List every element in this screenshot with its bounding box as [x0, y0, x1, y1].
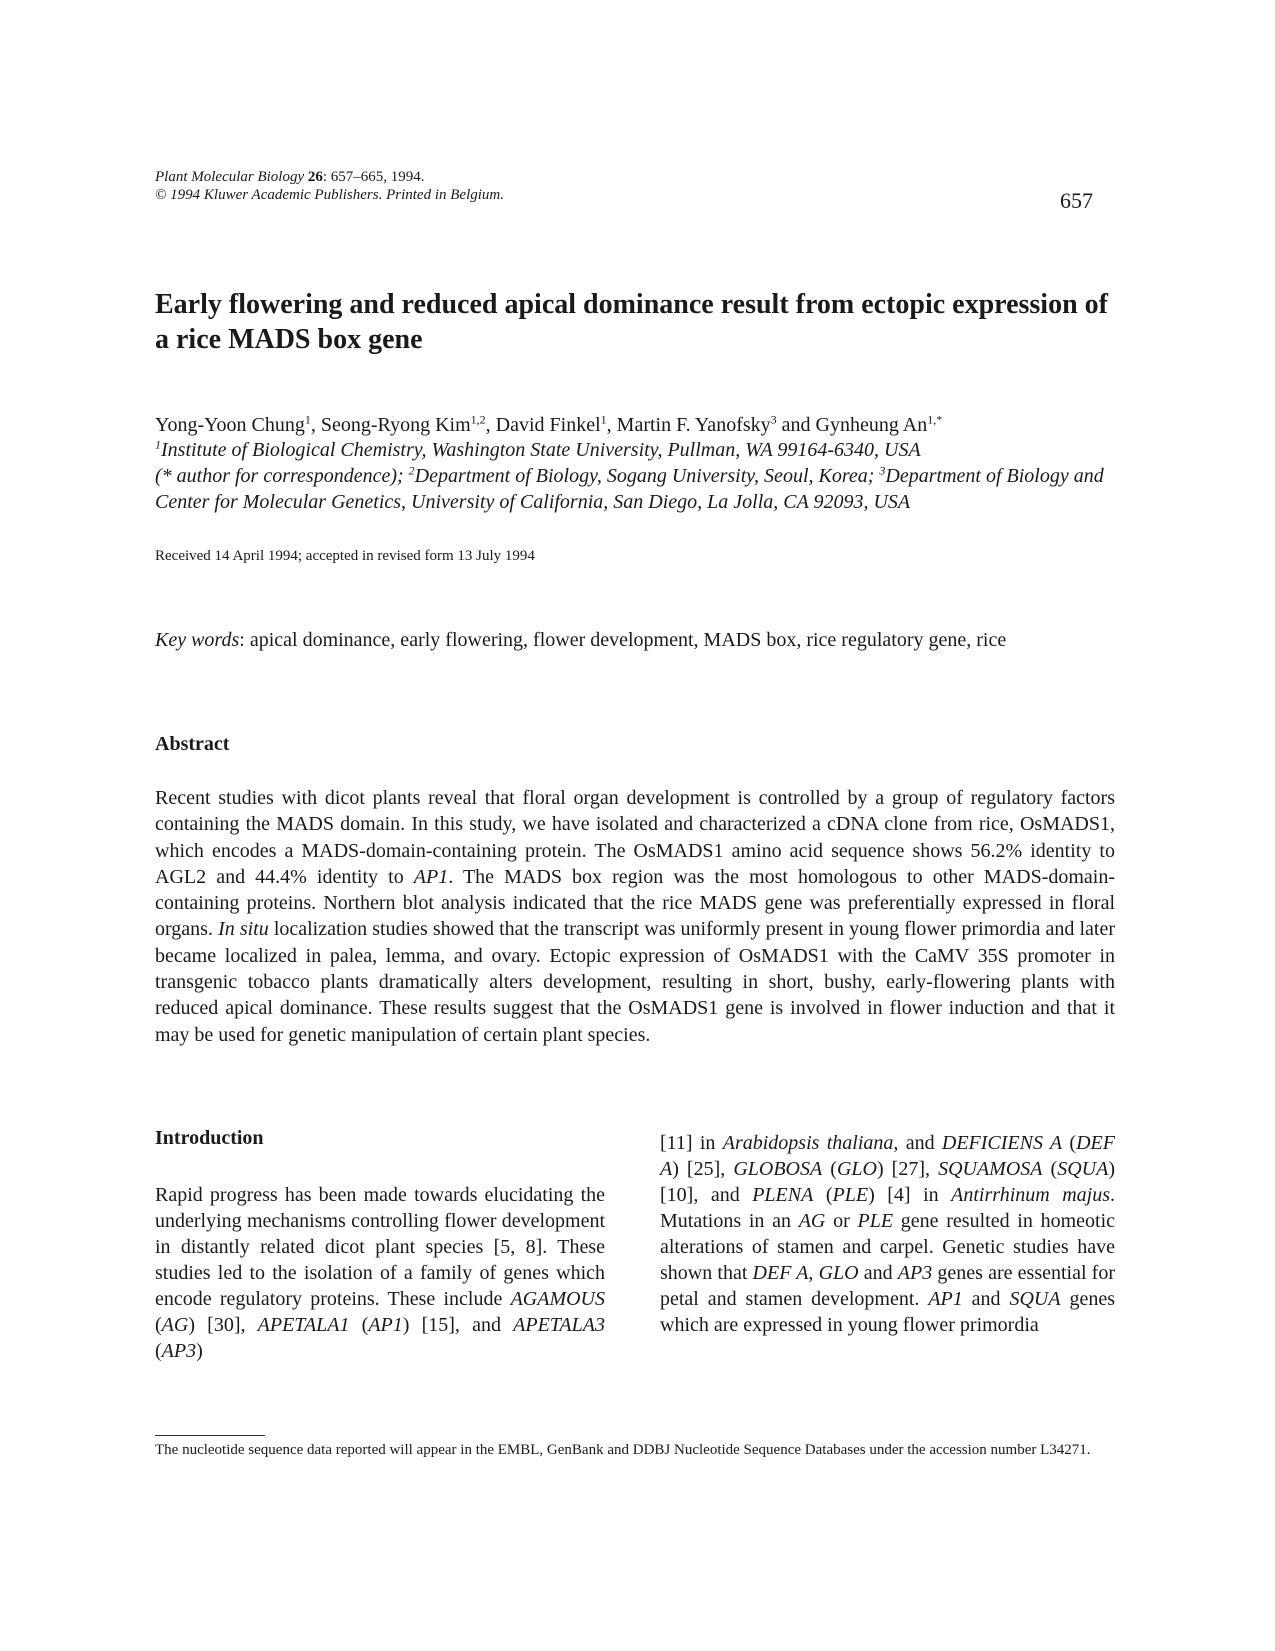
- gene-name: GLO: [836, 1158, 877, 1180]
- author-affiliation-mark: 1: [600, 412, 607, 427]
- author-name: David Finkel: [495, 414, 601, 436]
- abstract-text: . The MADS box region was the most homologous to other MADS-domain-containing proteins. Northern blot analysis indicated that the rice MADS gene was preferentially expressed in floral organs.: [155, 865, 1116, 941]
- author-separator: and: [776, 414, 816, 436]
- journal-volume: 26: [307, 169, 323, 185]
- gene-name: APETALA3: [513, 1314, 605, 1336]
- author-separator: ,: [485, 414, 496, 436]
- gene-name: SQUA: [1009, 1288, 1061, 1310]
- gene-name: SQUA: [1057, 1158, 1109, 1180]
- author-separator: ,: [310, 414, 321, 436]
- gene-name: AP3: [161, 1340, 197, 1362]
- gene-name: APETALA1: [257, 1314, 350, 1336]
- body-text: ) [25],: [672, 1158, 734, 1180]
- gene-name: AGAMOUS: [510, 1288, 605, 1310]
- gene-name: DEF A: [660, 1132, 1115, 1180]
- species-name: Antirrhinum majus: [951, 1184, 1110, 1206]
- body-text: (: [813, 1184, 833, 1206]
- body-text: Rapid progress has been made towards elucidating the underlying mechanisms controlling flower development in distantly related dicot plant species [5, 8]. These studies led to the isolation of a family of genes which encode regulatory proteins. These include: [155, 1184, 605, 1310]
- body-text: , and: [893, 1132, 942, 1154]
- affiliation-1: Institute of Biological Chemistry, Washington State University, Pullman, WA 99164-6340, USA: [161, 439, 921, 461]
- gene-name: PLENA: [752, 1184, 814, 1206]
- abstract-body: [155, 785, 1115, 1048]
- author-separator: ,: [606, 414, 617, 436]
- body-text: ) [30],: [188, 1314, 258, 1336]
- body-text: gene resulted in homeotic alterations of stamen and carpel. Genetic studies have shown that: [660, 1210, 1115, 1284]
- gene-name: AG: [161, 1314, 189, 1336]
- gene-name: GLOBOSA: [733, 1158, 823, 1180]
- author-name: Yong-Yoon Chung: [155, 414, 305, 436]
- journal-pages-year: : 657–665, 1994.: [322, 169, 425, 185]
- body-text: ) [4] in: [868, 1184, 952, 1206]
- author-name: Seong-Ryong Kim: [320, 414, 471, 436]
- abstract-text: localization studies showed that the transcript was uniformly present in young flower primordia and later became localized in palea, lemma, and ovary. Ectopic expression of OsMADS1 with the CaMV 35S promoter in transgenic tobacco plants dramatically alters development, resulting in short, bushy, early-flowering plants with reduced apical dominance. These results suggest that the OsMADS1 gene is involved in flower induction and that it may be used for genetic manipulation of certain plant species.: [155, 918, 1115, 1046]
- introduction-heading: Introduction: [155, 1127, 264, 1149]
- journal-name: Plant Molecular Biology: [155, 169, 305, 185]
- affiliation-mark: 2: [408, 463, 415, 478]
- paper-title: Early flowering and reduced apical dominance result from ectopic expression of a rice MADS box gene: [155, 289, 1108, 355]
- author-affiliation-mark: 1,2: [470, 412, 486, 427]
- keywords: [155, 627, 1115, 653]
- keywords-text: : apical dominance, early flowering, flower development, MADS box, rice regulatory gene, rice: [239, 629, 1007, 651]
- gene-name: AP1: [413, 865, 449, 888]
- journal-citation: [155, 168, 425, 186]
- affiliation-2: Department of Biology, Sogang University, Seoul, Korea;: [414, 465, 880, 487]
- body-text: or: [825, 1210, 858, 1232]
- gene-name: AG: [798, 1210, 826, 1232]
- species-name: Arabidopsis thaliana: [722, 1132, 894, 1154]
- keywords-label: Key words: [155, 629, 240, 651]
- body-text: and: [858, 1262, 898, 1284]
- abstract-text: Recent studies with dicot plants reveal that floral organ development is controlled by a group of regulatory factors containing the MADS domain. In this study, we have isolated and characterized a cDNA clone from rice, OsMADS1, which encodes a MADS-domain-containing protein. The OsMADS1 amino acid sequence shows 56.2% identity to AGL2 and 44.4% identity to: [155, 787, 1115, 888]
- received-dates: Received 14 April 1994; accepted in revised form 13 July 1994: [155, 548, 535, 564]
- body-text: [11] in: [660, 1132, 723, 1154]
- gene-name: DEFICIENS A: [941, 1132, 1063, 1154]
- body-text: ): [196, 1340, 203, 1362]
- copyright-line: © 1994 Kluwer Academic Publishers. Printed in Belgium.: [155, 187, 504, 203]
- footnote: The nucleotide sequence data reported will appear in the EMBL, GenBank and DDBJ Nucleotide Sequence Databases under the accession number L34271.: [155, 1442, 1091, 1458]
- footnote-divider: [155, 1435, 265, 1436]
- introduction-right-column: [660, 1130, 1115, 1338]
- gene-name: PLE: [857, 1210, 894, 1232]
- affiliations: [155, 437, 1115, 515]
- correspondence-note: (* author for correspondence);: [155, 465, 409, 487]
- gene-name: GLO: [818, 1262, 859, 1284]
- gene-name: SQUAMOSA: [938, 1158, 1043, 1180]
- author-name: Martin F. Yanofsky: [616, 414, 771, 436]
- gene-name: AP3: [897, 1262, 933, 1284]
- abstract-heading: Abstract: [155, 733, 230, 755]
- body-text: genes which are expressed in young flower primordia: [660, 1288, 1115, 1336]
- body-text: (: [1062, 1132, 1077, 1154]
- author-affiliation-mark: 1: [304, 412, 311, 427]
- body-text: ) [15], and: [402, 1314, 514, 1336]
- gene-name: AP1: [928, 1288, 963, 1310]
- introduction-left-column: [155, 1182, 605, 1364]
- affiliation-mark: 1: [155, 437, 161, 452]
- body-text: and: [962, 1288, 1010, 1310]
- body-text: (: [1042, 1158, 1058, 1180]
- body-text: (: [155, 1314, 162, 1336]
- author-name: Gynheung An: [815, 414, 928, 436]
- author-list: [155, 412, 1115, 438]
- emphasis-text: In situ: [218, 918, 269, 941]
- page-number: 657: [1060, 188, 1093, 213]
- affiliation-3: Department of Biology and Center for Molecular Genetics, University of California, San Diego, La Jolla, CA 92093, USA: [155, 465, 1104, 513]
- gene-name: PLE: [832, 1184, 869, 1206]
- body-text: (: [822, 1158, 837, 1180]
- author-affiliation-mark: 3: [770, 412, 777, 427]
- gene-name: AP1: [368, 1314, 403, 1336]
- body-text: (: [349, 1314, 369, 1336]
- body-text: ,: [808, 1262, 819, 1284]
- body-text: (: [155, 1340, 162, 1362]
- affiliation-mark: 3: [879, 463, 886, 478]
- body-text: genes are essential for petal and stamen development.: [660, 1262, 1115, 1310]
- body-text: ) [10], and: [660, 1158, 1115, 1206]
- body-text: ) [27],: [876, 1158, 939, 1180]
- gene-name: DEF A: [752, 1262, 809, 1284]
- body-text: . Mutations in an: [660, 1184, 1115, 1232]
- author-affiliation-mark: 1,*: [927, 412, 943, 427]
